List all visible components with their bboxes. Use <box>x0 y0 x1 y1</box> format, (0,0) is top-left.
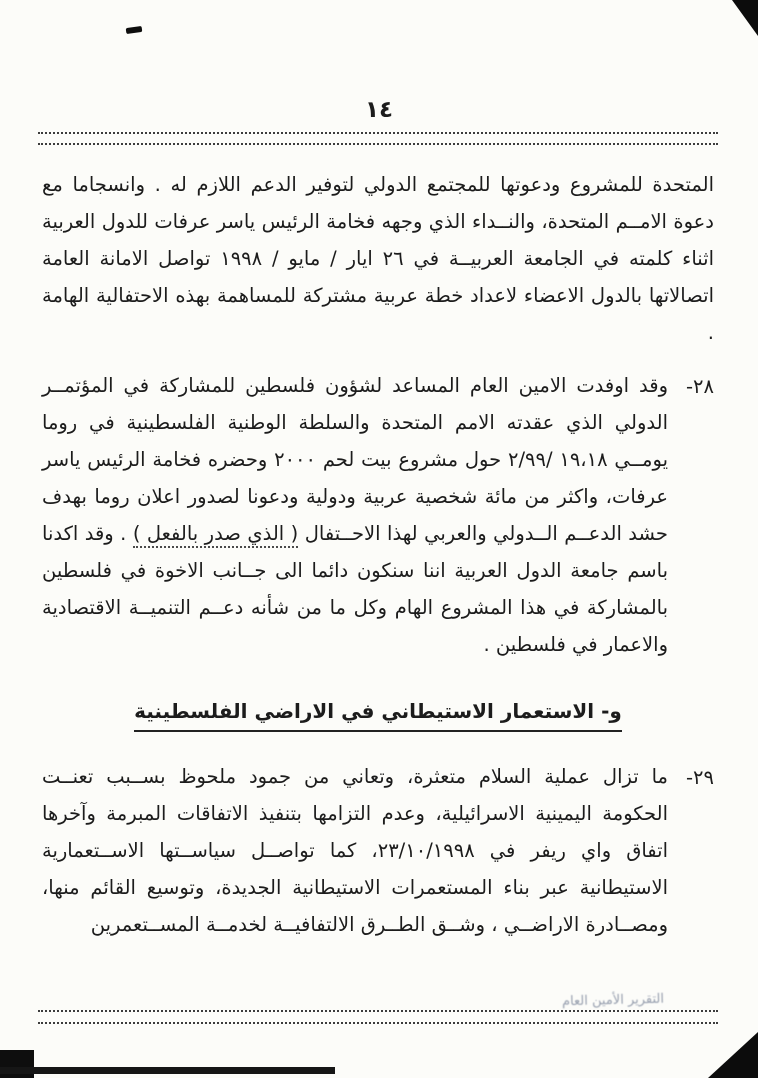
item28-text-a: وقد اوفدت الامين العام المساعد لشؤون فلسطين للمشاركة في المؤتمــر الدولي الذي عقدته الامم المتحدة والسلطة الوطنية الفلسطينية في روما يومــي ١٩،١٨ /٢/٩٩ حول مشروع بيت لحم ٢٠٠٠ وحضره فخامة الرئيس ياسر عرفات، واكثر من مائة شخصية عربية ودولية ودعونا لصدور اعلان روما بهدف حشد الدعــم الــدولي والعربي لهذا الاحــتفال <box>42 374 668 545</box>
footer-dotted-rule <box>38 1010 718 1012</box>
section-heading <box>42 693 714 730</box>
item28-emphasized-phrase: ( الذي صدر بالفعل ) <box>133 522 298 548</box>
numbered-item-28 <box>42 367 714 663</box>
footer-handwritten-note: التقرير الأمين العام <box>561 991 665 1010</box>
header-dotted-rule <box>38 132 718 134</box>
item-number: ٢٨- <box>686 375 714 398</box>
item-text: ما تزال عملية السلام متعثرة، وتعاني من جمود ملحوظ بســبب تعنــت الحكومة اليمينية الاسرائيلية، وعدم التزامها بتنفيذ الاتفاقات المبرمة وآخرها اتفاق واي ريفر في ٢٣/١٠/١٩٩٨، كما تواصــل سياســتها الاســتعمارية الاستيطانية عبر بناء المستعمرات الاستيطانية الجديدة، وتوسيع القائم منها، ومصــادرة الاراضــي ، وشــق الطــرق الالتفافيــة لخدمــة المســتعمرين <box>42 765 669 936</box>
item-number: ٢٩- <box>686 766 714 789</box>
footer-dotted-rule <box>38 1022 718 1024</box>
scan-artifact-top-left <box>126 26 143 34</box>
item28-text-b: . وقد اكدنا باسم جامعة الدول العربية اننا سنكون دائما الى جــانب الاخوة في فلسطين بالمشاركة في هذا المشروع الهام وكل ما من شأنه دعــم التنميــة الاقتصادية والاعمار في فلسطين . <box>42 522 668 656</box>
page-number: ١٤ <box>364 97 394 123</box>
scan-artifact-top-right <box>732 0 758 36</box>
section-heading-text: و- الاستعمار الاستيطاني في الاراضي الفلسطينية <box>134 699 622 732</box>
paragraph-continuation: المتحدة للمشروع ودعوتها للمجتمع الدولي لتوفير الدعم اللازم له . وانسجاما مع دعوة الامــم المتحدة، والنــداء الذي وجهه فخامة الرئيس ياسر عرفات للدول العربية اثناء كلمته في الجامعة العربيــة في ٢٦ ايار / مايو / ١٩٩٨ تواصل الامانة العامة اتصالاتها بالدول الاعضاء لاعداد خطة عربية مشتركة للمساهمة بهذه الاحتفالية الهامة . <box>42 173 714 344</box>
scan-artifact-bottom-strip <box>0 1067 335 1074</box>
scan-artifact-bottom-right <box>708 1032 758 1078</box>
item-text <box>42 367 668 663</box>
numbered-item-29 <box>42 758 714 943</box>
header-dotted-rule <box>38 143 718 145</box>
document-body <box>42 166 714 955</box>
